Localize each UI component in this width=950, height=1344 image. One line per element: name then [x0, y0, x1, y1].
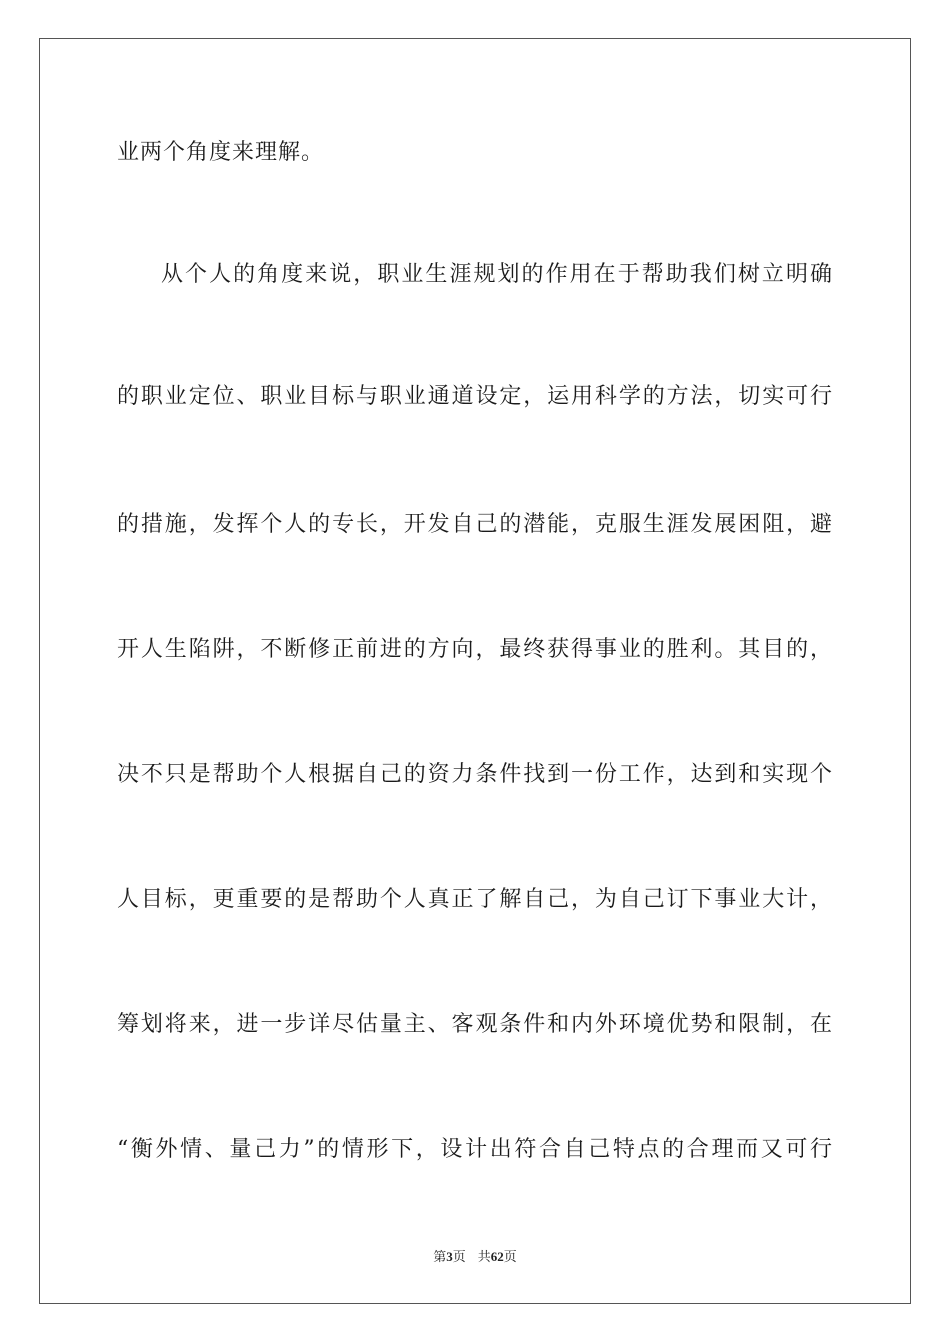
- text-line: 人目标，更重要的是帮助个人真正了解自己，为自己订下事业大计，: [117, 887, 833, 912]
- text-line: 决不只是帮助个人根据自己的资力条件找到一份工作，达到和实现个: [117, 762, 833, 787]
- text-line: 业两个角度来理解。: [117, 140, 325, 165]
- page-border: [39, 38, 911, 1304]
- text-line: 的职业定位、职业目标与职业通道设定，运用科学的方法，切实可行: [117, 384, 833, 409]
- text-line: 的措施，发挥个人的专长，开发自己的潜能，克服生涯发展困阻，避: [117, 512, 833, 537]
- text-line: 开人生陷阱，不断修正前进的方向，最终获得事业的胜利。其目的，: [117, 637, 833, 662]
- paragraph-first-line: 从个人的角度来说，职业生涯规划的作用在于帮助我们树立明确: [161, 262, 833, 287]
- page-number: 第3页: [433, 1249, 466, 1264]
- text-line: “衡外情、量己力”的情形下，设计出符合自己特点的合理而又可行: [117, 1137, 833, 1162]
- page-total: 共62页: [477, 1249, 517, 1264]
- text-line: 筹划将来，进一步详尽估量主、客观条件和内外环境优势和限制，在: [117, 1012, 833, 1037]
- page-footer: [0, 1248, 950, 1266]
